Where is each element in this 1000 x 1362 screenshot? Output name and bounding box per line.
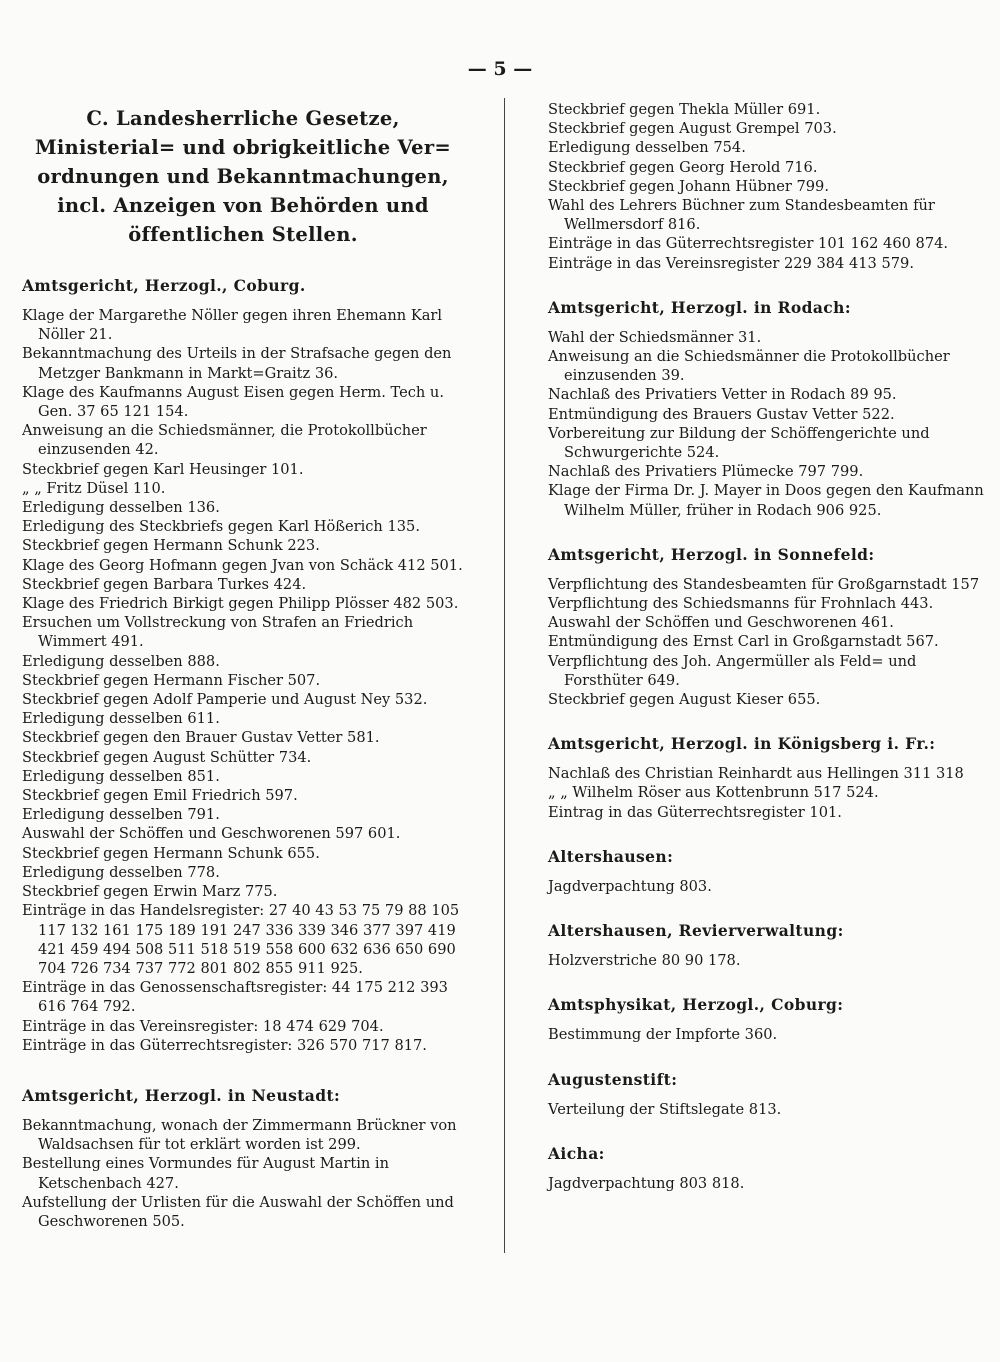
register-entry: Einträge in das Güterrechtsregister: 326 570 717 817.: [22, 1036, 427, 1054]
register-entry: Entmündigung des Ernst Carl in Großgarnstadt 567.: [548, 633, 939, 651]
heading-augustenstift: Augustenstift:: [548, 1069, 678, 1089]
register-entry: Eintrag in das Güterrechtsregister 101.: [548, 803, 842, 821]
register-entry: Erledigung desselben 611.: [22, 710, 220, 728]
register-entry: Aufstellung der Urlisten für die Auswahl der Schöffen und Geschworenen 505.: [22, 1193, 454, 1230]
register-entry: Klage des Friedrich Birkigt gegen Philipp Plösser 482 503.: [22, 595, 459, 613]
register-entry: Steckbrief gegen August Kieser 655.: [548, 691, 821, 709]
register-entry: Steckbrief gegen Hermann Fischer 507.: [22, 671, 321, 689]
register-entry: Nachlaß des Privatiers Plümecke 797 799.: [548, 463, 864, 481]
heading-altershausen: Altershausen:: [548, 846, 674, 866]
right-column: [548, 100, 993, 1193]
column-divider: [504, 98, 505, 1253]
heading-rodach: Amtsgericht, Herzogl. in Rodach:: [548, 297, 851, 317]
heading-coburg: Amtsgericht, Herzogl., Coburg.: [22, 276, 306, 295]
register-entry: Klage der Firma Dr. J. Mayer in Doos gegen den Kaufmann Wilhelm Müller, früher in Rodach 906 925.: [548, 482, 984, 519]
register-entry: Einträge in das Genossenschaftsregister: 44 175 212 393 616 764 792.: [22, 979, 448, 1016]
register-entry: Vorbereitung zur Bildung der Schöffengerichte und Schwurgerichte 524.: [548, 424, 930, 462]
register-entry: „ „ Fritz Düsel 110.: [22, 479, 166, 497]
heading-altershausen-revier: Altershausen, Revierverwaltung:: [548, 921, 844, 941]
register-entry: Erledigung desselben 754.: [548, 139, 746, 157]
heading-amtsphysikat: Amtsphysikat, Herzogl., Coburg:: [548, 995, 844, 1015]
register-entry: Ersuchen um Vollstreckung von Strafen an Friedrich Wimmert 491.: [22, 614, 414, 651]
register-entry: Nachlaß des Privatiers Vetter in Rodach 89 95.: [548, 386, 897, 404]
register-entry: „ „ Wilhelm Röser aus Kottenbrunn 517 524.: [548, 784, 879, 802]
entries-amtsphysikat: [548, 1025, 993, 1044]
register-entry: Steckbrief gegen Thekla Müller 691.: [548, 101, 821, 118]
register-entry: Verpflichtung des Joh. Angermüller als Feld= und Forsthüter 649.: [548, 652, 917, 689]
register-entry: Steckbrief gegen Hermann Schunk 655.: [22, 844, 320, 862]
register-entry: Jagdverpachtung 803 818.: [548, 1174, 745, 1192]
entries-altershausen-revier: [548, 951, 993, 970]
register-entry: Erledigung des Steckbriefs gegen Karl Hößerich 135.: [22, 518, 420, 536]
register-entry: Steckbrief gegen Hermann Schunk 223.: [22, 537, 320, 555]
register-entry: Klage des Georg Hofmann gegen Jvan von Schäck 412 501.: [22, 556, 463, 574]
register-entry: Jagdverpachtung 803.: [548, 877, 712, 895]
register-entry: Erledigung desselben 778.: [22, 863, 220, 881]
register-entry: Klage des Kaufmanns August Eisen gegen Herm. Tech u. Gen. 37 65 121 154.: [22, 383, 444, 421]
register-entry: Anweisung an die Schiedsmänner, die Protokollbücher einzusenden 42.: [22, 422, 427, 459]
register-entry: Erledigung desselben 136.: [22, 499, 220, 517]
register-entry: Bestellung eines Vormundes für August Martin in Ketschenbach 427.: [22, 1155, 389, 1192]
register-entry: Steckbrief gegen Erwin Marz 775.: [22, 883, 278, 901]
register-entry: Erledigung desselben 791.: [22, 806, 220, 824]
register-entry: Einträge in das Handelsregister: 27 40 43 53 75 79 88 105 117 132 161 175 189 191 247 336 339 346 377 397 419 421 459 494 508 511 518 519 558 600 632 636 650 690 704 726 734 737 772 801 802 855 911 925.: [22, 902, 460, 977]
register-entry: Steckbrief gegen den Brauer Gustav Vetter 581.: [22, 729, 380, 747]
register-entry: Steckbrief gegen Adolf Pamperie und August Ney 532.: [22, 691, 428, 709]
register-entry: Entmündigung des Brauers Gustav Vetter 522.: [548, 405, 895, 423]
register-entry: Klage der Margarethe Nöller gegen ihren Ehemann Karl Nöller 21.: [22, 307, 443, 344]
register-entry: Nachlaß des Christian Reinhardt aus Hellingen 311 318: [548, 765, 964, 783]
register-entry: Verteilung der Stiftslegate 813.: [548, 1100, 782, 1118]
entries-koenigsberg: [548, 764, 993, 822]
entries-aicha: [548, 1174, 993, 1193]
register-entry: Steckbrief gegen Johann Hübner 799.: [548, 177, 829, 195]
register-entry: Wahl der Schiedsmänner 31.: [548, 328, 762, 346]
register-entry: Steckbrief gegen Emil Friedrich 597.: [22, 787, 298, 805]
register-entry: Einträge in das Vereinsregister 229 384 413 579.: [548, 254, 914, 272]
register-entry: Einträge in das Güterrechtsregister 101 162 460 874.: [548, 235, 949, 253]
register-entry: Steckbrief gegen August Schütter 734.: [22, 748, 312, 766]
register-entry: Erledigung desselben 888.: [22, 652, 220, 670]
left-column: [22, 104, 464, 1231]
register-entry: Bekanntmachung des Urteils in der Strafsache gegen den Metzger Bankmann in Markt=Graitz 36.: [22, 345, 452, 382]
register-entry: Einträge in das Vereinsregister: 18 474 629 704.: [22, 1017, 384, 1035]
heading-aicha: Aicha:: [548, 1143, 605, 1163]
register-entry: Verpflichtung des Schiedsmanns für Frohnlach 443.: [548, 595, 934, 613]
register-entry: Bekanntmachung, wonach der Zimmermann Brückner von Waldsachsen für tot erklärt worden ist 299.: [22, 1116, 457, 1154]
register-entry: Bestimmung der Impforte 360.: [548, 1026, 778, 1044]
register-entry: Holzverstriche 80 90 178.: [548, 952, 741, 970]
register-entry: Anweisung an die Schiedsmänner die Protokollbücher einzusenden 39.: [548, 348, 950, 385]
register-entry: Auswahl der Schöffen und Geschworenen 461.: [548, 614, 894, 632]
entries-sonnefeld: [548, 575, 993, 709]
register-entry: Steckbrief gegen Georg Herold 716.: [548, 158, 818, 176]
page-number: — 5 —: [467, 58, 533, 80]
section-title: C. Landesherrliche Gesetze, Ministerial= und obrigkeitliche Ver= ordnungen und Bekanntmachungen, incl. Anzeigen von Behörden und öffentlichen Stellen.: [34, 107, 452, 246]
register-entry: Verpflichtung des Standesbeamten für Großgarnstadt 157: [548, 575, 980, 593]
heading-neustadt: Amtsgericht, Herzogl. in Neustadt:: [22, 1085, 341, 1105]
entries-continued: [548, 100, 993, 273]
register-entry: Auswahl der Schöffen und Geschworenen 597 601.: [22, 825, 401, 843]
heading-sonnefeld: Amtsgericht, Herzogl. in Sonnefeld:: [548, 544, 875, 564]
entries-rodach: [548, 328, 993, 520]
heading-koenigsberg: Amtsgericht, Herzogl. in Königsberg i. Fr.:: [548, 734, 936, 754]
entries-altershausen: [548, 877, 993, 896]
register-entry: Steckbrief gegen Barbara Turkes 424.: [22, 575, 307, 593]
entries-neustadt: [22, 1116, 464, 1231]
register-entry: Erledigung desselben 851.: [22, 767, 220, 785]
register-entry: Steckbrief gegen Karl Heusinger 101.: [22, 460, 304, 478]
entries-coburg: [22, 306, 464, 1055]
entries-augustenstift: [548, 1100, 993, 1119]
register-entry: Wahl des Lehrers Büchner zum Standesbeamten für Wellmersdorf 816.: [548, 197, 935, 234]
register-entry: Steckbrief gegen August Grempel 703.: [548, 120, 837, 138]
